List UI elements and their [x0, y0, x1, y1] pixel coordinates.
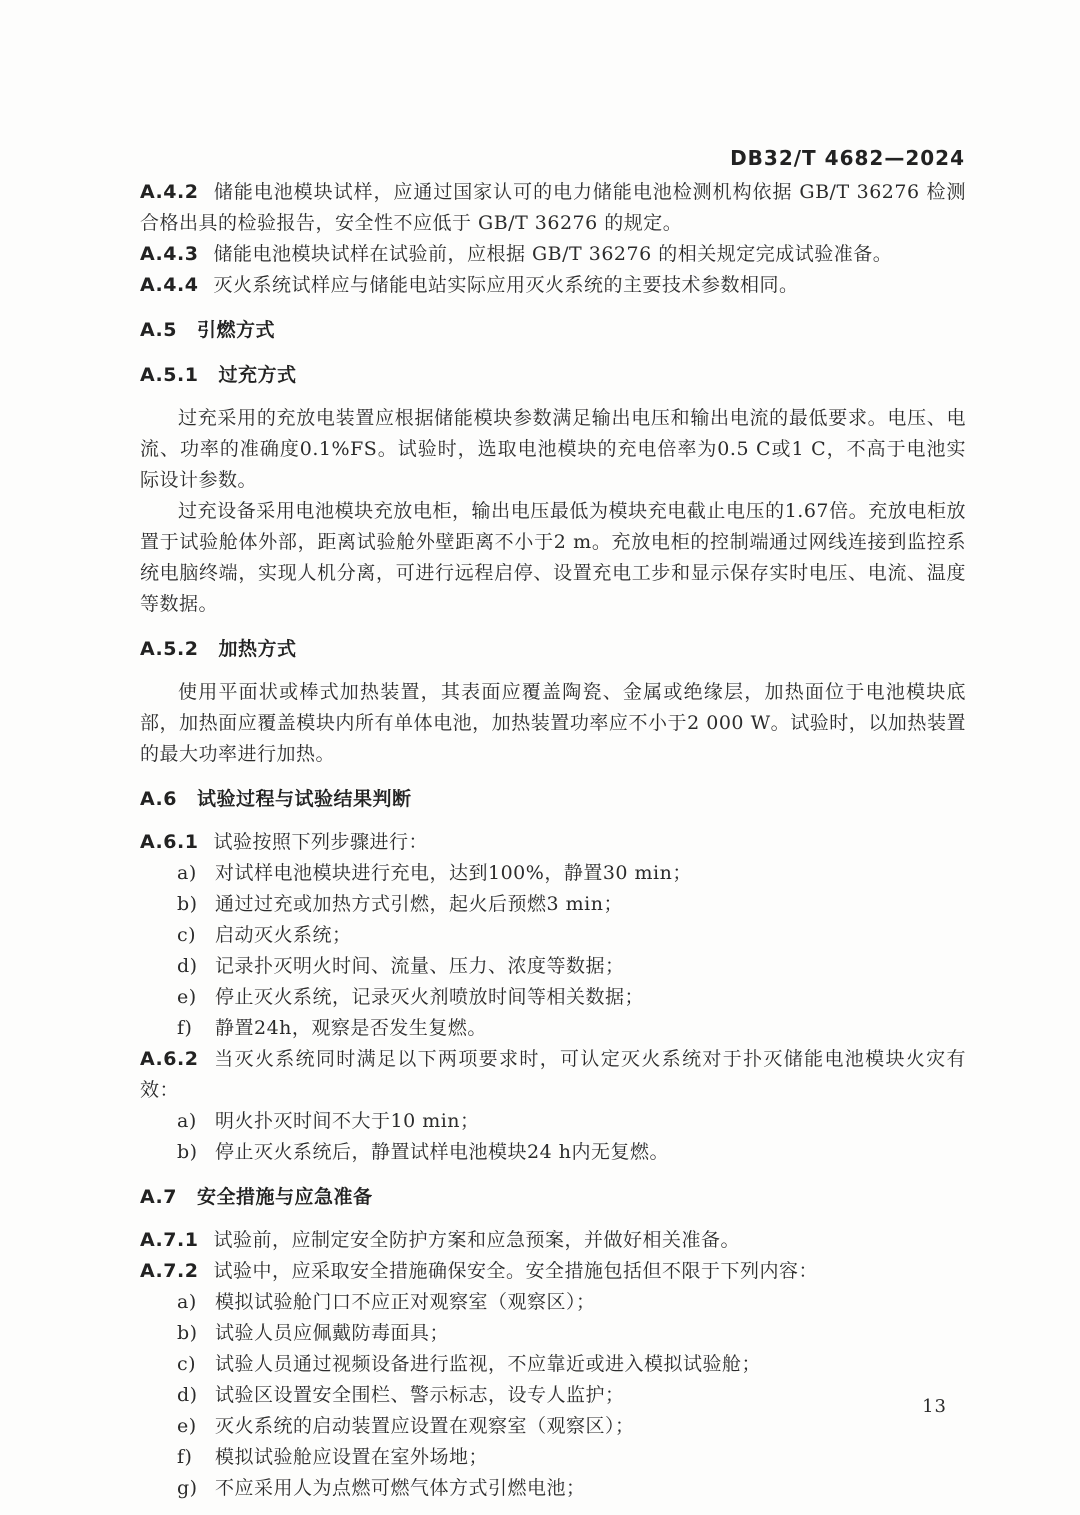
clause-paragraph [140, 177, 966, 239]
body-paragraph: 过充设备采用电池模块充放电柜，输出电压最低为模块充电截止电压的1.67倍。充放电柜放置于试验舱体外部，距离试验舱外壁距离不小于2 m。充放电柜的控制端通过网线连接到监控系统电脑终端，实现人机分离，可进行远程启停、设置充电工步和显示保存实时电压、电流、温度等数据。 [140, 500, 966, 615]
list-item [140, 1411, 966, 1442]
heading-number: A.5.1 [140, 364, 199, 386]
heading-text: 安全措施与应急准备 [197, 1186, 373, 1208]
list-item-label: a) [177, 1110, 197, 1132]
list-item-label: a) [177, 1291, 197, 1313]
clause-number: A.7.2 [140, 1260, 199, 1282]
section-heading [140, 315, 966, 346]
list-item [140, 858, 966, 889]
list-item [140, 982, 966, 1013]
heading-text: 引燃方式 [197, 319, 276, 341]
list-item-text: 通过过充或加热方式引燃，起火后预燃3 min； [215, 893, 623, 915]
list-item-label: e) [177, 1415, 197, 1437]
clause-text: 储能电池模块试样，应通过国家认可的电力储能电池检测机构依据 GB/T 36276 检测合格出具的检验报告，安全性不应低于 GB/T 36276 的规定。 [140, 181, 966, 234]
clause-number: A.6.1 [140, 831, 199, 853]
list-item-text: 对试样电池模块进行充电，达到100%，静置30 min； [215, 862, 692, 884]
list-item-label: b) [177, 1141, 198, 1163]
heading-number: A.5.2 [140, 638, 199, 660]
list-item-label: a) [177, 862, 197, 884]
list-item-text: 模拟试验舱应设置在室外场地； [215, 1446, 489, 1468]
list-item-text: 试验人员应佩戴防毒面具； [215, 1322, 450, 1344]
list-item [140, 1380, 966, 1411]
list-item-label: b) [177, 893, 198, 915]
clause-paragraph [140, 827, 966, 858]
list-item [140, 1137, 966, 1168]
clause-text: 灭火系统试样应与储能电站实际应用灭火系统的主要技术参数相同。 [213, 274, 799, 296]
clause-paragraph [140, 1044, 966, 1106]
list-item-label: d) [177, 1384, 198, 1406]
list-item-label: f) [177, 1446, 193, 1468]
list-item-text: 试验人员通过视频设备进行监视，不应靠近或进入模拟试验舱； [215, 1353, 762, 1375]
clause-text: 试验前，应制定安全防护方案和应急预案，并做好相关准备。 [213, 1229, 740, 1251]
list-item [140, 951, 966, 982]
clause-number: A.7.1 [140, 1229, 199, 1251]
list-item-text: 试验区设置安全围栏、警示标志，设专人监护； [215, 1384, 625, 1406]
standard-code: DB32/T 4682—2024 [730, 146, 965, 170]
list-item [140, 1442, 966, 1473]
section-heading [140, 1182, 966, 1213]
heading-text: 试验过程与试验结果判断 [197, 788, 412, 810]
list-item-text: 明火扑灭时间不大于10 min； [215, 1110, 480, 1132]
heading-text: 过充方式 [218, 364, 297, 386]
heading-text: 加热方式 [218, 638, 297, 660]
list-item-label: c) [177, 924, 197, 946]
list-item-text: 灭火系统的启动装置应设置在观察室（观察区）； [215, 1415, 635, 1437]
list-item-label: b) [177, 1322, 198, 1344]
list-item-text: 不应采用人为点燃可燃气体方式引燃电池； [215, 1477, 586, 1499]
heading-number: A.5 [140, 319, 177, 341]
list-item-text: 停止灭火系统，记录灭火剂喷放时间等相关数据； [215, 986, 645, 1008]
clause-text: 储能电池模块试样在试验前，应根据 GB/T 36276 的相关规定完成试验准备。 [213, 243, 893, 265]
clause-paragraph [140, 1225, 966, 1256]
list-item-label: e) [177, 986, 197, 1008]
section-heading [140, 634, 966, 665]
clause-text: 试验按照下列步骤进行： [213, 831, 428, 853]
list-item-label: d) [177, 955, 198, 977]
heading-number: A.6 [140, 788, 177, 810]
page-footer [922, 1396, 947, 1417]
body-paragraph: 使用平面状或棒式加热装置，其表面应覆盖陶瓷、金属或绝缘层，加热面位于电池模块底部，加热面应覆盖模块内所有单体电池，加热装置功率应不小于2 000 W。试验时，以加热装置的最大功率进行加热。 [140, 681, 966, 765]
list-item [140, 1013, 966, 1044]
document-content [140, 177, 966, 1504]
list-item-text: 停止灭火系统后，静置试样电池模块24 h内无复燃。 [215, 1141, 669, 1163]
list-item [140, 1106, 966, 1137]
body-paragraph: 过充采用的充放电装置应根据储能模块参数满足输出电压和输出电流的最低要求。电压、电流、功率的准确度0.1%FS。试验时，选取电池模块的充电倍率为0.5 C或1 C，不高于电池实际设计参数。 [140, 407, 966, 491]
section-heading [140, 784, 966, 815]
clause-number: A.6.2 [140, 1048, 199, 1070]
list-item-text: 静置24h，观察是否发生复燃。 [215, 1017, 487, 1039]
page-header [730, 146, 965, 170]
section-heading [140, 360, 966, 391]
list-item [140, 1318, 966, 1349]
list-item [140, 1473, 966, 1504]
list-item-text: 模拟试验舱门口不应正对观察室（观察区）； [215, 1291, 596, 1313]
clause-text: 试验中，应采取安全措施确保安全。安全措施包括但不限于下列内容： [213, 1260, 818, 1282]
list-item [140, 1349, 966, 1380]
page-number: 13 [922, 1396, 947, 1417]
clause-text: 当灭火系统同时满足以下两项要求时，可认定灭火系统对于扑灭储能电池模块火灾有效： [140, 1048, 966, 1101]
list-item [140, 1287, 966, 1318]
list-item-label: g) [177, 1477, 198, 1499]
heading-number: A.7 [140, 1186, 177, 1208]
list-item-text: 记录扑灭明火时间、流量、压力、浓度等数据； [215, 955, 625, 977]
list-item [140, 889, 966, 920]
clause-number: A.4.2 [140, 181, 199, 203]
clause-paragraph [140, 239, 966, 270]
list-item-label: c) [177, 1353, 197, 1375]
list-item-text: 启动灭火系统； [215, 924, 352, 946]
clause-paragraph [140, 1256, 966, 1287]
clause-number: A.4.4 [140, 274, 199, 296]
clause-number: A.4.3 [140, 243, 199, 265]
clause-paragraph [140, 270, 966, 301]
list-item [140, 920, 966, 951]
list-item-label: f) [177, 1017, 193, 1039]
